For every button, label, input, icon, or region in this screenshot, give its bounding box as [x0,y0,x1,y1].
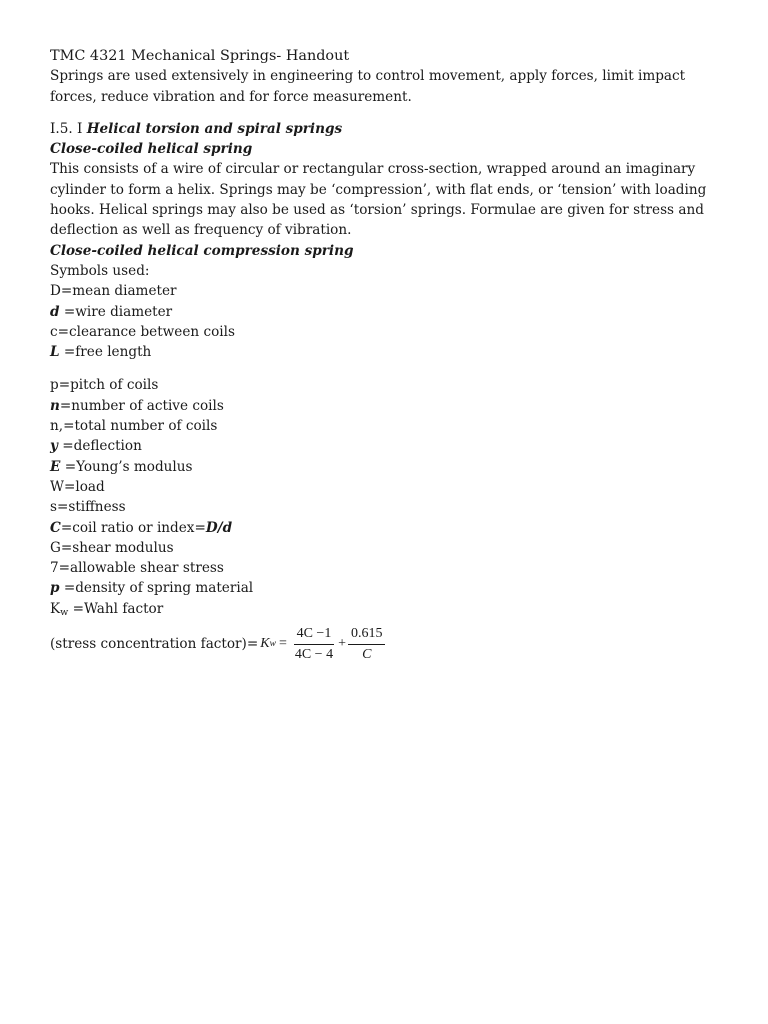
symbol-item: d =wire diameter [50,303,173,320]
symbol-item: p=pitch of coils [50,377,159,394]
formula-equals: = [278,635,287,651]
symbol-item: n=number of active coils [50,397,224,414]
section-body: This consists of a wire of circular or rectangular cross-section, wrapped around an imaginary cylinder to form a helix. Springs may be ‘compression’, with flat ends, or ‘tension’ with loading hooks. Helical springs may also be used as ‘torsion’ springs. Formulae are given for stress and deflection as well as frequency of vibration. [50,161,707,239]
fraction-2-denominator: C [362,646,372,662]
handout-page [50,46,720,665]
wahl-formula [50,623,720,665]
symbol-item: G=shear modulus [50,539,174,556]
formula-lhs: K [260,635,270,651]
symbol-item: c=clearance between coils [50,323,235,340]
fraction-2 [348,626,386,663]
symbol-item: 7=allowable shear stress [50,560,224,577]
symbol-item: y =deflection [50,438,142,455]
symbol-item: D=mean diameter [50,283,177,300]
formula-lhs-sub: w [269,638,276,649]
fraction-1 [292,626,336,663]
fraction-2-numerator: 0.615 [348,626,386,645]
symbol-item: W=load [50,478,105,495]
symbol-item: n,=total number of coils [50,418,218,435]
formula-plus: + [338,635,346,651]
subsection-heading: Close-coiled helical spring [50,141,253,158]
section-title: Helical torsion and spiral springs [86,120,343,137]
compression-heading: Close-coiled helical compression spring [50,242,354,259]
symbols-list-a [50,281,720,362]
symbol-item: p =density of spring material [50,580,254,597]
section-number: I.5. I [50,120,83,137]
symbols-list-b [50,375,720,623]
formula-label: (stress concentration factor)= [50,635,259,652]
fraction-1-denominator: 4C − 4 [294,646,334,662]
symbol-item: E =Young’s modulus [50,458,193,475]
symbol-item-wahl: $K_w$ =Wahl factor [50,600,164,618]
fraction-1-numerator: 4C −1 [294,626,335,645]
symbol-item: s=stiffness [50,499,126,516]
symbol-item: L =free length [50,344,152,361]
spacer [50,362,720,375]
document-title: TMC 4321 Mechanical Springs- Handout [50,48,350,64]
spacer [50,107,720,119]
symbols-label: Symbols used: [50,262,150,279]
formula-expression [260,626,387,663]
intro-paragraph: Springs are used extensively in engineering to control movement, apply forces, limit impact forces, reduce vibration and for force measurement. [50,68,686,105]
symbol-item-coil-ratio: C=coil ratio or index=D/d [50,519,233,536]
section-heading [50,119,720,139]
